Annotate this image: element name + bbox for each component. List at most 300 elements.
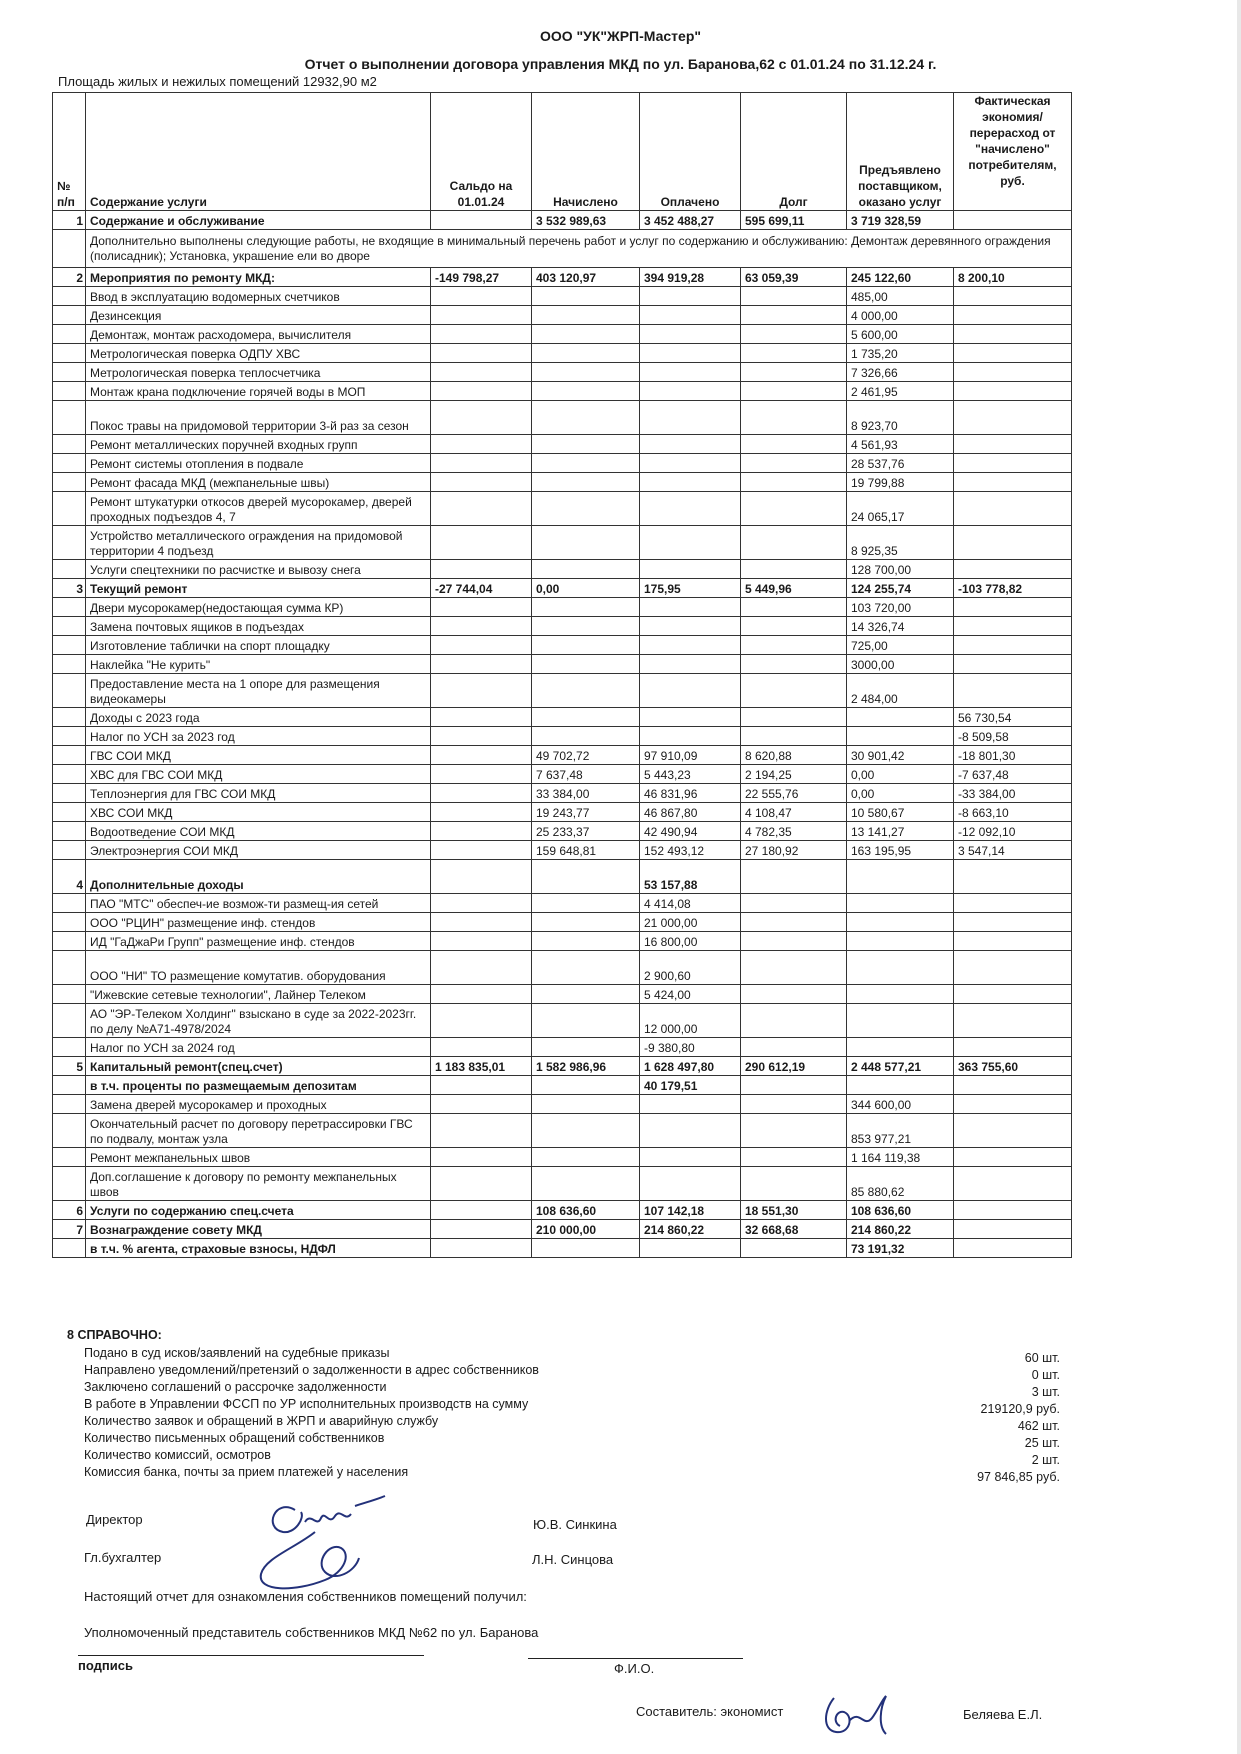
charged-value	[532, 932, 640, 951]
row-number	[53, 560, 86, 579]
col-header-charged: Начислено	[532, 93, 640, 211]
economy-value	[954, 526, 1072, 560]
table-row	[53, 708, 1072, 727]
paid-value: 394 919,28	[640, 268, 741, 287]
saldo-value	[431, 932, 532, 951]
table-header-row	[53, 93, 1072, 211]
service-name: Метрологическая поверка ОДПУ ХВС	[86, 344, 431, 363]
presented-value: 8 925,35	[847, 526, 954, 560]
row-number	[53, 1076, 86, 1095]
service-name: Монтаж крана подключение горячей воды в МОП	[86, 382, 431, 401]
charged-value: 1 582 986,96	[532, 1057, 640, 1076]
debt-value	[741, 1038, 847, 1057]
charged-value	[532, 1038, 640, 1057]
saldo-value	[431, 1167, 532, 1201]
paid-value: 3 452 488,27	[640, 211, 741, 230]
col-header-paid: Оплачено	[640, 93, 741, 211]
director-name: Ю.В. Синкина	[533, 1517, 617, 1532]
saldo-value	[431, 784, 532, 803]
paid-value	[640, 598, 741, 617]
presented-value: 19 799,88	[847, 473, 954, 492]
economy-value	[954, 473, 1072, 492]
table-row	[53, 401, 1072, 435]
charged-value	[532, 894, 640, 913]
debt-value	[741, 636, 847, 655]
charged-value	[532, 1076, 640, 1095]
paid-value	[640, 435, 741, 454]
charged-value	[532, 344, 640, 363]
report-table	[52, 92, 1072, 1258]
row-number	[53, 822, 86, 841]
table-row	[53, 344, 1072, 363]
saldo-value	[431, 1004, 532, 1038]
reference-title: СПРАВОЧНО:	[77, 1328, 162, 1342]
saldo-value	[431, 674, 532, 708]
row-number	[53, 382, 86, 401]
paid-value: 46 867,80	[640, 803, 741, 822]
economy-value	[954, 860, 1072, 894]
presented-value	[847, 708, 954, 727]
table-row	[53, 1038, 1072, 1057]
row-number	[53, 306, 86, 325]
table-row	[53, 932, 1072, 951]
signature-line	[78, 1655, 424, 1656]
signature-caption: подпись	[78, 1658, 133, 1673]
service-name: Замена почтовых ящиков в подъездах	[86, 617, 431, 636]
economy-value: -103 778,82	[954, 579, 1072, 598]
paid-value	[640, 401, 741, 435]
row-number	[53, 727, 86, 746]
charged-value	[532, 492, 640, 526]
saldo-value	[431, 746, 532, 765]
charged-value: 108 636,60	[532, 1201, 640, 1220]
paid-value	[640, 325, 741, 344]
table-row	[53, 1239, 1072, 1258]
economy-value	[954, 382, 1072, 401]
service-name: Доходы с 2023 года	[86, 708, 431, 727]
presented-value: 73 191,32	[847, 1239, 954, 1258]
accountant-label: Гл.бухгалтер	[84, 1550, 162, 1565]
presented-value: 4 561,93	[847, 435, 954, 454]
debt-value	[741, 913, 847, 932]
economy-value	[954, 560, 1072, 579]
row-number: 4	[53, 860, 86, 894]
reference-item-value: 3 шт.	[1031, 1385, 1060, 1399]
economy-value	[954, 435, 1072, 454]
service-name: Теплоэнергия для ГВС СОИ МКД	[86, 784, 431, 803]
paid-value	[640, 344, 741, 363]
economy-value	[954, 287, 1072, 306]
charged-value	[532, 727, 640, 746]
debt-value: 290 612,19	[741, 1057, 847, 1076]
row-number	[53, 1167, 86, 1201]
row-number	[53, 1148, 86, 1167]
charged-value	[532, 1114, 640, 1148]
economy-value	[954, 401, 1072, 435]
compiler-signature-icon	[820, 1690, 900, 1740]
debt-value	[741, 492, 847, 526]
debt-value: 22 555,76	[741, 784, 847, 803]
presented-value: 103 720,00	[847, 598, 954, 617]
table-row	[53, 655, 1072, 674]
debt-value	[741, 894, 847, 913]
paid-value: 12 000,00	[640, 1004, 741, 1038]
presented-value: 5 600,00	[847, 325, 954, 344]
service-name: Налог по УСН за 2024 год	[86, 1038, 431, 1057]
table-row	[53, 435, 1072, 454]
row-number	[53, 803, 86, 822]
debt-value	[741, 655, 847, 674]
saldo-value	[431, 708, 532, 727]
presented-value: 2 484,00	[847, 674, 954, 708]
saldo-value	[431, 306, 532, 325]
presented-value: 3 719 328,59	[847, 211, 954, 230]
debt-value	[741, 985, 847, 1004]
saldo-value	[431, 951, 532, 985]
presented-value	[847, 1076, 954, 1095]
economy-value: -12 092,10	[954, 822, 1072, 841]
table-row	[53, 727, 1072, 746]
economy-value: -8 663,10	[954, 803, 1072, 822]
saldo-value	[431, 382, 532, 401]
table-row	[53, 1148, 1072, 1167]
service-name: Дезинсекция	[86, 306, 431, 325]
paid-value	[640, 1167, 741, 1201]
row-number	[53, 1114, 86, 1148]
saldo-value	[431, 1095, 532, 1114]
reference-item-value: 60 шт.	[1024, 1351, 1060, 1365]
table-row	[53, 860, 1072, 894]
table-row	[53, 325, 1072, 344]
debt-value	[741, 1004, 847, 1038]
table-row	[53, 1057, 1072, 1076]
saldo-value	[431, 1220, 532, 1239]
economy-value	[954, 1038, 1072, 1057]
saldo-value	[431, 454, 532, 473]
paid-value	[640, 674, 741, 708]
paid-value	[640, 363, 741, 382]
paid-value: -9 380,80	[640, 1038, 741, 1057]
presented-value: 14 326,74	[847, 617, 954, 636]
presented-value: 13 141,27	[847, 822, 954, 841]
debt-value	[741, 401, 847, 435]
debt-value	[741, 727, 847, 746]
saldo-value	[431, 325, 532, 344]
economy-value	[954, 1239, 1072, 1258]
table-row	[53, 822, 1072, 841]
row-number	[53, 951, 86, 985]
organization-name: ООО "УК"ЖРП-Мастер"	[539, 28, 702, 44]
debt-value	[741, 1148, 847, 1167]
saldo-value	[431, 1076, 532, 1095]
charged-value	[532, 382, 640, 401]
saldo-value	[431, 841, 532, 860]
row-number	[53, 401, 86, 435]
table-row	[53, 636, 1072, 655]
paid-value: 42 490,94	[640, 822, 741, 841]
accountant-name: Л.Н. Синцова	[532, 1552, 614, 1567]
table-row	[53, 230, 1072, 268]
debt-value	[741, 860, 847, 894]
presented-value: 163 195,95	[847, 841, 954, 860]
debt-value	[741, 435, 847, 454]
service-name: Содержание и обслуживание	[86, 211, 431, 230]
table-row	[53, 951, 1072, 985]
service-name: ХВС СОИ МКД	[86, 803, 431, 822]
presented-value: 725,00	[847, 636, 954, 655]
table-row	[53, 1201, 1072, 1220]
presented-value: 0,00	[847, 784, 954, 803]
debt-value	[741, 674, 847, 708]
service-name: в т.ч. проценты по размещаемым депозитам	[86, 1076, 431, 1095]
row-number	[53, 492, 86, 526]
director-label: Директор	[86, 1512, 143, 1527]
saldo-value	[431, 1038, 532, 1057]
charged-value	[532, 598, 640, 617]
presented-value: 8 923,70	[847, 401, 954, 435]
service-name: Двери мусорокамер(недостающая сумма КР)	[86, 598, 431, 617]
presented-value	[847, 1038, 954, 1057]
debt-value	[741, 287, 847, 306]
table-row	[53, 894, 1072, 913]
service-name: ООО "РЦИН" размещение инф. стендов	[86, 913, 431, 932]
row-number	[53, 655, 86, 674]
row-number	[53, 784, 86, 803]
economy-value	[954, 617, 1072, 636]
economy-value	[954, 1095, 1072, 1114]
charged-value: 0,00	[532, 579, 640, 598]
paid-value	[640, 655, 741, 674]
paid-value	[640, 382, 741, 401]
row-number: 1	[53, 211, 86, 230]
service-name: Услуги по содержанию спец.счета	[86, 1201, 431, 1220]
debt-value	[741, 1076, 847, 1095]
row-number	[53, 526, 86, 560]
row-number	[53, 674, 86, 708]
debt-value	[741, 1095, 847, 1114]
service-name: Ремонт системы отопления в подвале	[86, 454, 431, 473]
paid-value: 152 493,12	[640, 841, 741, 860]
reference-item-label: Подано в суд исков/заявлений на судебные приказы	[84, 1346, 390, 1360]
saldo-value	[431, 598, 532, 617]
saldo-value	[431, 526, 532, 560]
charged-value	[532, 454, 640, 473]
table-row	[53, 784, 1072, 803]
economy-value	[954, 492, 1072, 526]
row-number	[53, 1004, 86, 1038]
table-row	[53, 803, 1072, 822]
debt-value	[741, 1239, 847, 1258]
economy-value: -7 637,48	[954, 765, 1072, 784]
saldo-value	[431, 803, 532, 822]
saldo-value	[431, 211, 532, 230]
presented-value: 4 000,00	[847, 306, 954, 325]
economy-value	[954, 636, 1072, 655]
saldo-value	[431, 913, 532, 932]
reference-item-value: 2 шт.	[1031, 1453, 1060, 1467]
debt-value	[741, 473, 847, 492]
economy-value	[954, 674, 1072, 708]
debt-value	[741, 598, 847, 617]
service-name: Наклейка "Не курить"	[86, 655, 431, 674]
economy-value	[954, 894, 1072, 913]
charged-value: 210 000,00	[532, 1220, 640, 1239]
service-name: Метрологическая поверка теплосчетчика	[86, 363, 431, 382]
economy-value: 56 730,54	[954, 708, 1072, 727]
table-row	[53, 1220, 1072, 1239]
saldo-value	[431, 492, 532, 526]
paid-value	[640, 492, 741, 526]
paid-value: 46 831,96	[640, 784, 741, 803]
paid-value: 4 414,08	[640, 894, 741, 913]
charged-value	[532, 287, 640, 306]
representative-text: Уполномоченный представитель собственников МКД №62 по ул. Баранова	[84, 1625, 539, 1640]
paid-value: 16 800,00	[640, 932, 741, 951]
charged-value	[532, 526, 640, 560]
paid-value	[640, 306, 741, 325]
presented-value: 30 901,42	[847, 746, 954, 765]
service-name: ПАО "МТС" обеспеч-ие возмож-ти размещ-ия сетей	[86, 894, 431, 913]
charged-value	[532, 913, 640, 932]
economy-value: 8 200,10	[954, 268, 1072, 287]
saldo-value	[431, 894, 532, 913]
presented-value: 2 448 577,21	[847, 1057, 954, 1076]
reference-item-value: 219120,9 руб.	[980, 1402, 1060, 1416]
charged-value: 49 702,72	[532, 746, 640, 765]
economy-value	[954, 1076, 1072, 1095]
debt-value	[741, 1114, 847, 1148]
saldo-value	[431, 435, 532, 454]
saldo-value	[431, 1148, 532, 1167]
debt-value	[741, 363, 847, 382]
table-row	[53, 492, 1072, 526]
paid-value	[640, 1114, 741, 1148]
charged-value	[532, 401, 640, 435]
presented-value: 0,00	[847, 765, 954, 784]
service-name: ХВС для ГВС СОИ МКД	[86, 765, 431, 784]
charged-value	[532, 1167, 640, 1201]
saldo-value	[431, 985, 532, 1004]
table-row	[53, 579, 1072, 598]
row-number	[53, 1095, 86, 1114]
presented-value: 124 255,74	[847, 579, 954, 598]
saldo-value: -149 798,27	[431, 268, 532, 287]
charged-value: 19 243,77	[532, 803, 640, 822]
paid-value	[640, 287, 741, 306]
presented-value: 1 164 119,38	[847, 1148, 954, 1167]
table-row	[53, 454, 1072, 473]
service-name: Изготовление таблички на спорт площадку	[86, 636, 431, 655]
report-title: Отчет о выполнении договора управления МКД по ул. Баранова,62 с 01.01.24 по 31.12.24 г.	[304, 56, 937, 72]
reference-item-label: В работе в Управлении ФССП по УР исполнительных производств на сумму	[84, 1397, 529, 1411]
scan-edge	[1237, 0, 1241, 1754]
presented-value	[847, 951, 954, 985]
service-name: Водоотведение СОИ МКД	[86, 822, 431, 841]
economy-value	[954, 306, 1072, 325]
service-name: Мероприятия по ремонту МКД:	[86, 268, 431, 287]
debt-value	[741, 560, 847, 579]
fio-line	[528, 1658, 743, 1659]
service-name: Электроэнергия СОИ МКД	[86, 841, 431, 860]
debt-value	[741, 325, 847, 344]
charged-value: 25 233,37	[532, 822, 640, 841]
presented-value: 10 580,67	[847, 803, 954, 822]
row-number	[53, 325, 86, 344]
debt-value: 18 551,30	[741, 1201, 847, 1220]
debt-value: 8 620,88	[741, 746, 847, 765]
row-number	[53, 932, 86, 951]
presented-value	[847, 985, 954, 1004]
debt-value	[741, 382, 847, 401]
economy-value	[954, 985, 1072, 1004]
table-row	[53, 560, 1072, 579]
table-row	[53, 598, 1072, 617]
economy-value	[954, 932, 1072, 951]
debt-value: 63 059,39	[741, 268, 847, 287]
service-name: в т.ч. % агента, страховые взносы, НДФЛ	[86, 1239, 431, 1258]
charged-value	[532, 306, 640, 325]
saldo-value: 1 183 835,01	[431, 1057, 532, 1076]
table-row	[53, 1167, 1072, 1201]
service-name: Устройство металлического ограждения на придомовой территории 4 подъезд	[86, 526, 431, 560]
col-header-service: Содержание услуги	[86, 93, 431, 211]
charged-value	[532, 860, 640, 894]
table-row	[53, 382, 1072, 401]
row-number	[53, 1239, 86, 1258]
saldo-value	[431, 401, 532, 435]
row-number: 6	[53, 1201, 86, 1220]
compiler-label: Составитель: экономист	[636, 1704, 784, 1719]
saldo-value	[431, 1201, 532, 1220]
table-row	[53, 306, 1072, 325]
saldo-value: -27 744,04	[431, 579, 532, 598]
service-name: Ремонт штукатурки откосов дверей мусорокамер, дверей проходных подъездов 4, 7	[86, 492, 431, 526]
debt-value	[741, 617, 847, 636]
service-name: Ремонт металлических поручней входных групп	[86, 435, 431, 454]
debt-value	[741, 932, 847, 951]
charged-value	[532, 325, 640, 344]
presented-value	[847, 727, 954, 746]
table-row	[53, 617, 1072, 636]
charged-value	[532, 1148, 640, 1167]
charged-value	[532, 1095, 640, 1114]
row-number: 3	[53, 579, 86, 598]
reference-item-value: 97 846,85 руб.	[977, 1470, 1060, 1484]
economy-value	[954, 454, 1072, 473]
service-name: ООО "НИ" ТО размещение комутатив. оборудования	[86, 951, 431, 985]
paid-value	[640, 617, 741, 636]
presented-value: 245 122,60	[847, 268, 954, 287]
received-text: Настоящий отчет для ознакомления собственников помещений получил:	[84, 1589, 527, 1604]
economy-value	[954, 363, 1072, 382]
row-number	[53, 363, 86, 382]
charged-value	[532, 674, 640, 708]
row-number	[53, 913, 86, 932]
charged-value: 403 120,97	[532, 268, 640, 287]
table-row	[53, 287, 1072, 306]
economy-value: 363 755,60	[954, 1057, 1072, 1076]
service-name: Предоставление места на 1 опоре для размещения видеокамеры	[86, 674, 431, 708]
reference-item-label: Направлено уведомлений/претензий о задолженности в адрес собственников	[84, 1363, 539, 1377]
presented-value	[847, 1004, 954, 1038]
table-row	[53, 913, 1072, 932]
table-row	[53, 363, 1072, 382]
paid-value: 214 860,22	[640, 1220, 741, 1239]
economy-value: -33 384,00	[954, 784, 1072, 803]
economy-value	[954, 1220, 1072, 1239]
debt-value: 4 108,47	[741, 803, 847, 822]
presented-value	[847, 913, 954, 932]
